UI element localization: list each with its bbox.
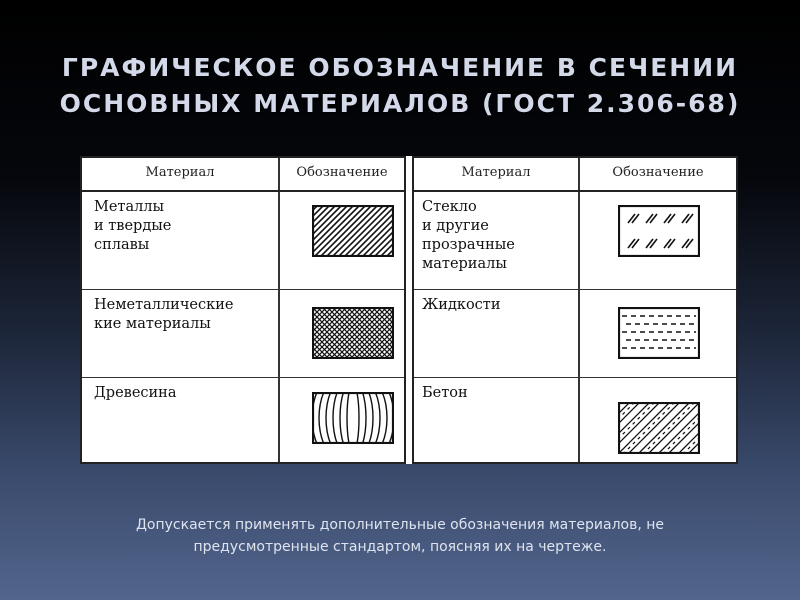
table-row xyxy=(82,290,404,378)
material-name: Стекло и другие прозрачные материалы xyxy=(422,199,515,272)
table-row xyxy=(414,378,736,462)
header-material: Материал xyxy=(461,165,531,180)
materials-table xyxy=(80,156,738,464)
slide-title xyxy=(0,50,800,122)
nonmetal-crosshatch-icon xyxy=(312,307,394,359)
header-symbol: Обозначение xyxy=(612,165,704,180)
table-row xyxy=(82,192,404,290)
header-symbol: Обозначение xyxy=(296,165,388,180)
liquid-dashes-icon xyxy=(618,307,700,359)
wood-rings-icon xyxy=(312,392,394,444)
table-row xyxy=(82,378,404,462)
materials-table-right xyxy=(412,156,738,464)
slide-title-line-2: ОСНОВНЫХ МАТЕРИАЛОВ (ГОСТ 2.306-68) xyxy=(59,89,741,118)
footnote xyxy=(0,514,800,558)
slide-title-line-1: ГРАФИЧЕСКОЕ ОБОЗНАЧЕНИЕ В СЕЧЕНИИ xyxy=(61,53,739,82)
material-name: Металлы и твердые сплавы xyxy=(94,199,172,253)
material-name: Древесина xyxy=(94,385,177,401)
materials-table-left xyxy=(80,156,406,464)
footnote-line-1: Допускается применять дополнительные обозначения материалов, не xyxy=(135,517,664,533)
material-name: Жидкости xyxy=(422,297,501,313)
material-name: Неметаллические кие материалы xyxy=(94,297,234,332)
metal-hatch-icon xyxy=(312,205,394,257)
concrete-hatch-icon xyxy=(618,402,700,454)
footnote-line-2: предусмотренные стандартом, поясняя их на чертеже. xyxy=(193,539,607,555)
glass-hatch-icon xyxy=(618,205,700,257)
table-row xyxy=(414,192,736,290)
material-name: Бетон xyxy=(422,385,468,401)
table-row xyxy=(414,290,736,378)
table-header-row xyxy=(414,158,736,192)
header-material: Материал xyxy=(145,165,215,180)
table-header-row xyxy=(82,158,404,192)
